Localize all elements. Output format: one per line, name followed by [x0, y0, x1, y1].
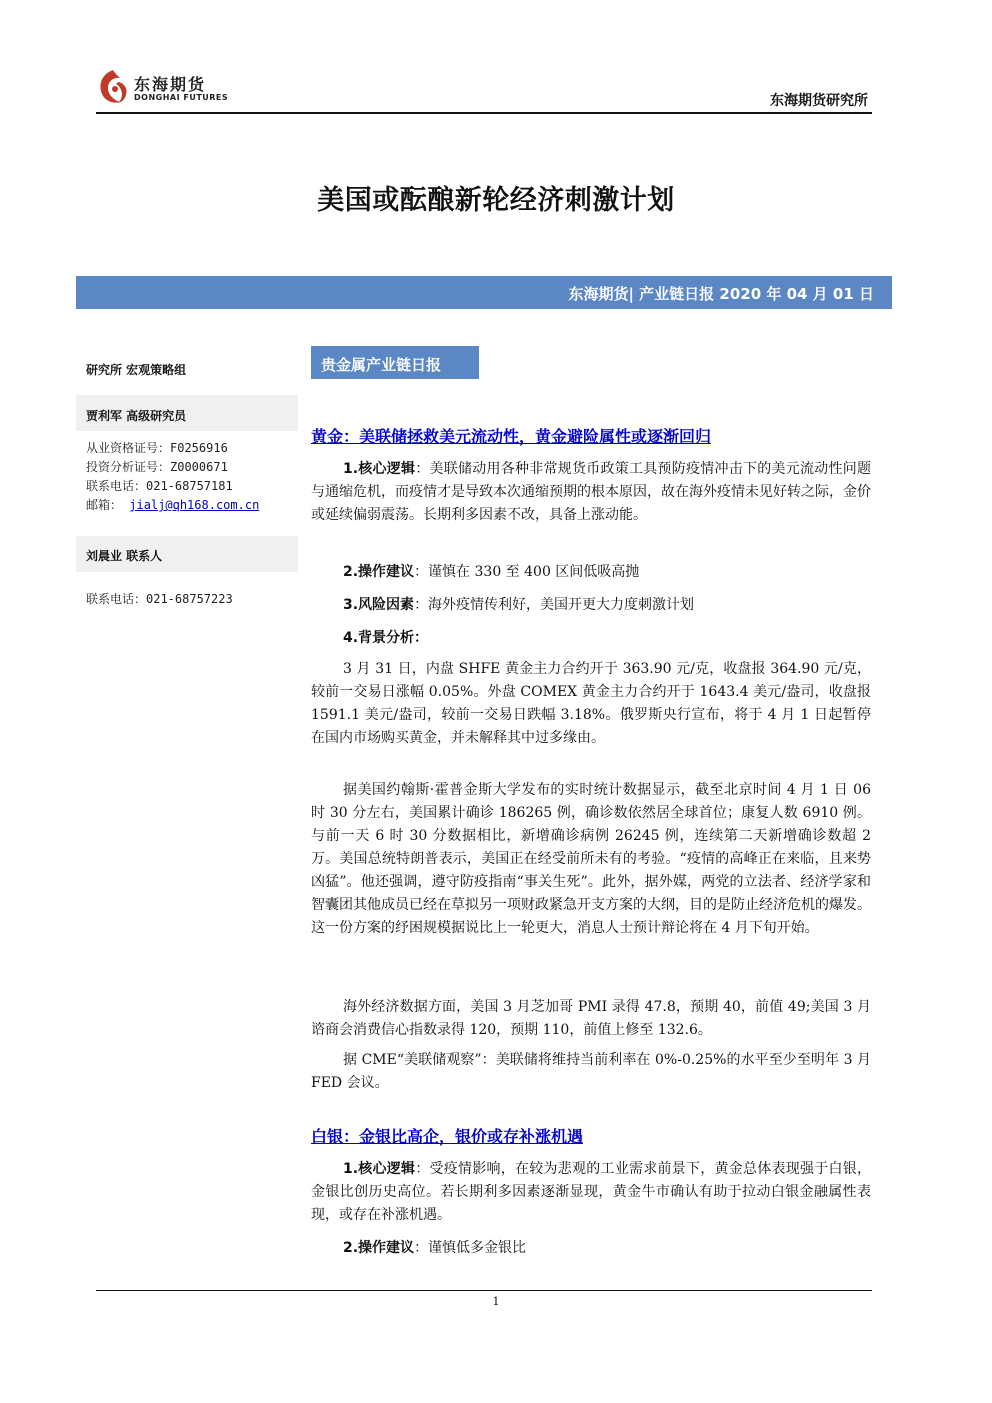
silver-core-logic-label: 1.核心逻辑: [343, 1161, 416, 1177]
gold-background-p1: 3 月 31 日，内盘 SHFE 黄金主力合约开于 363.90 元/克，收盘报 364.90 元/克，较前一交易日涨幅 0.05%。外盘 COMEX 黄金主力合约开于 1643.4 美元/盎司，收盘报 1591.1 美元/盎司，较前一交易日跌幅 3.18%。俄罗斯央行宣布，将于 4 月 1 日起暂停在国内市场购买黄金，并未解释其中过多缘由。: [311, 661, 871, 746]
logo-chinese-text: 东海期货: [134, 75, 207, 94]
section-tag-text: 贵金属产业链日报: [321, 356, 442, 374]
silver-operation: [311, 1237, 871, 1260]
gold-background-p2: 据美国约翰斯·霍普金斯大学发布的实时统计数据显示，截至北京时间 4 月 1 日 06 时 30 分左右，美国累计确诊 186265 例，确诊数依然居全球首位；康复人数 6910 例。与前一天 6 时 30 分数据相比，新增确诊病例 26245 例，连续第二天新增确诊数超 2 万。美国总统特朗普表示，美国正在经受前所未有的考验。“疫情的高峰正在来临，且来势凶猛”。他还强调，遵守防疫指南“事关生死”。此外，据外媒，两党的立法者、经济学家和智囊团其他成员已经在草拟另一项财政紧急开支方案的大纲，目的是防止经济危机的爆发。这一份方案的纾困规模据说比上一轮更大，消息人士预计辩论将在 4 月下旬开始。: [311, 782, 871, 936]
silver-operation-label: 2.操作建议: [343, 1240, 415, 1256]
analyst1-email-row: [86, 496, 298, 513]
gold-risk-label: 3.风险因素: [343, 597, 415, 613]
header-divider: [96, 112, 872, 114]
gold-operation-label: 2.操作建议: [343, 564, 415, 580]
silver-heading: 白银：金银比高企，银价或存补涨机遇: [311, 1127, 584, 1146]
gold-core-logic-label: 1.核心逻辑: [343, 461, 416, 477]
gold-operation: [311, 561, 871, 584]
footer-divider: [96, 1290, 872, 1291]
gold-core-logic-text: ：美联储动用各种非常规货币政策工具预防疫情冲击下的美元流动性问题与通缩危机，而疫情才是导致本次通缩预期的根本原因，故在海外疫情未见好转之际，金价或延续偏弱震荡。长期利多因素不改，具备上涨动能。: [311, 461, 872, 523]
gold-risk: [311, 594, 871, 617]
dragon-logo-icon: [96, 68, 130, 106]
company-logo: [96, 66, 236, 110]
analyst2-name: 刘晨业 联系人: [86, 549, 163, 563]
gold-core-logic: [311, 458, 871, 527]
analyst1-license: 从业资格证号：F0256916: [86, 441, 228, 455]
analyst1-invest-license: 投资分析证号：Z0000671: [86, 460, 228, 474]
silver-core-logic: [311, 1158, 871, 1227]
sidebar-group: 研究所 宏观策略组: [86, 363, 187, 377]
analyst1-email-link[interactable]: jialj@qh168.com.cn: [129, 498, 260, 512]
logo-english-text: DONGHAI FUTURES: [134, 93, 229, 102]
email-label: 邮箱：: [86, 498, 123, 512]
analyst1-name: 贾利军 高级研究员: [86, 409, 187, 423]
page-number: 1: [492, 1295, 500, 1308]
analyst2-phone: 联系电话：021-68757223: [86, 592, 233, 606]
gold-background-p4: 据 CME“美联储观察”：美联储将维持当前利率在 0%-0.25%的水平至少至明年 3 月 FED 会议。: [311, 1052, 871, 1091]
gold-background-label: 4.背景分析：: [343, 630, 429, 646]
gold-background-p3: 海外经济数据方面，美国 3 月芝加哥 PMI 录得 47.8，预期 40，前值 49;美国 3 月谘商会消费信心指数录得 120，预期 110，前值上修至 132.6。: [311, 999, 871, 1038]
silver-operation-text: ：谨慎低多金银比: [414, 1240, 527, 1256]
gold-background-heading: [311, 627, 871, 650]
gold-operation-text: ：谨慎在 330 至 400 区间低吸高抛: [414, 564, 640, 580]
section-tag: [311, 346, 479, 379]
banner-text: 东海期货| 产业链日报 2020 年 04 月 01 日: [568, 285, 874, 303]
report-title: 美国或酝酿新轮经济刺激计划: [317, 185, 675, 216]
gold-risk-text: ：海外疫情传利好，美国开更大力度刺激计划: [414, 597, 695, 613]
silver-core-logic-text: ：受疫情影响，在较为悲观的工业需求前景下，黄金总体表现强于白银，金银比创历史高位。若长期利多因素逐渐显现，黄金牛市确认有助于拉动白银金融属性表现，或存在补涨机遇。: [311, 1161, 872, 1223]
gold-heading: 黄金：美联储拯救美元流动性，黄金避险属性或逐渐回归: [311, 427, 712, 446]
institute-name: 东海期货研究所: [770, 93, 868, 109]
analyst1-phone: 联系电话：021-68757181: [86, 479, 233, 493]
report-banner: [76, 276, 892, 309]
